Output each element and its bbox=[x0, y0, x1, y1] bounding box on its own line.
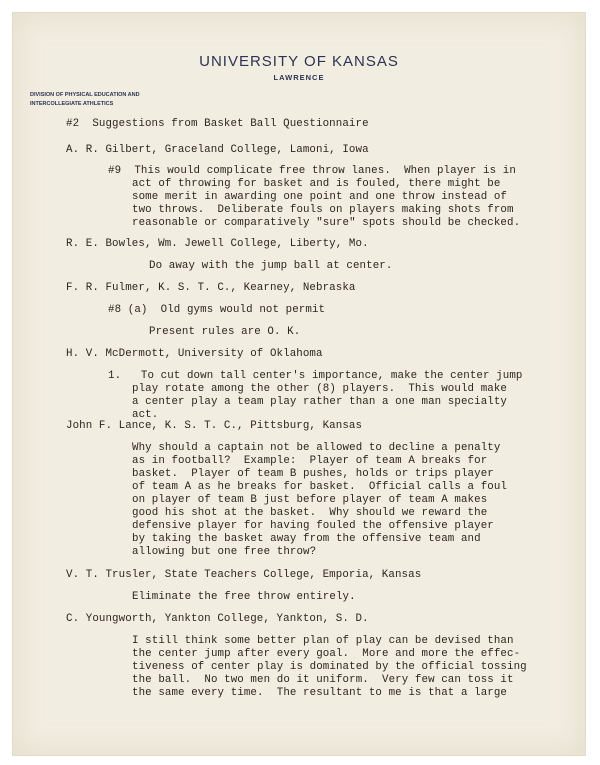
suggestion-line: act of throwing for basket and is fouled, there might be bbox=[132, 178, 501, 190]
respondent-name: F. R. Fulmer, K. S. T. C., Kearney, Nebraska bbox=[66, 282, 356, 294]
suggestion-line: #8 (a) Old gyms would not permit bbox=[108, 304, 326, 316]
letterhead-department bbox=[30, 91, 230, 109]
suggestion-line: two throws. Deliberate fouls on players making shots from bbox=[132, 204, 514, 216]
suggestion-line: on player of team B just before player of team A makes bbox=[132, 494, 488, 506]
document-page bbox=[12, 12, 586, 756]
suggestion-line: Present rules are O. K. bbox=[149, 326, 301, 338]
respondent-name: John F. Lance, K. S. T. C., Pittsburg, Kansas bbox=[66, 420, 363, 432]
respondent-name: A. R. Gilbert, Graceland College, Lamoni, Iowa bbox=[66, 144, 369, 156]
suggestion-line: reasonable or comparatively "sure" spots should be checked. bbox=[132, 217, 521, 229]
suggestion-line: good his shot at the basket. Why should we reward the bbox=[132, 507, 488, 519]
section-heading: #2 Suggestions from Basket Ball Questionnaire bbox=[66, 118, 369, 130]
suggestion-line: Do away with the jump ball at center. bbox=[149, 260, 393, 272]
department-line: DIVISION OF PHYSICAL EDUCATION AND bbox=[30, 92, 140, 98]
suggestion-line: basket. Player of team B pushes, holds or trips player bbox=[132, 468, 494, 480]
suggestion-line: play rotate among the other (8) players. This would make bbox=[132, 383, 508, 395]
suggestion-line: Why should a captain not be allowed to decline a penalty bbox=[132, 442, 501, 454]
suggestion-line: #9 This would complicate free throw lanes. When player is in bbox=[108, 165, 516, 177]
suggestion-line: the ball. No two men do it uniform. Very few can toss it bbox=[132, 674, 514, 686]
suggestion-line: I still think some better plan of play can be devised than bbox=[132, 635, 514, 647]
respondent-name: C. Youngworth, Yankton College, Yankton, S. D. bbox=[66, 613, 369, 625]
suggestion-line: of team A as he breaks for basket. Official calls a foul bbox=[132, 481, 508, 493]
suggestion-line: act. bbox=[132, 409, 159, 421]
suggestion-line: the same every time. The resultant to me is that a large bbox=[132, 687, 508, 699]
suggestion-line: allowing but one free throw? bbox=[132, 546, 317, 558]
respondent-name: H. V. McDermott, University of Oklahoma bbox=[66, 348, 323, 360]
letterhead-title: UNIVERSITY OF KANSAS bbox=[199, 53, 399, 70]
respondent-name: R. E. Bowles, Wm. Jewell College, Liberty, Mo. bbox=[66, 238, 369, 250]
respondent-name: V. T. Trusler, State Teachers College, Emporia, Kansas bbox=[66, 569, 422, 581]
suggestion-line: a center play a team play rather than a one man specialty bbox=[132, 396, 508, 408]
suggestion-line: 1. To cut down tall center's importance, make the center jump bbox=[108, 370, 523, 382]
suggestion-line: by taking the basket away from the offensive team and bbox=[132, 533, 481, 545]
suggestion-line: tiveness of center play is dominated by the official tossing bbox=[132, 661, 527, 673]
suggestion-line: as in football? Example: Player of team A breaks for bbox=[132, 455, 488, 467]
suggestion-line: defensive player for having fouled the offensive player bbox=[132, 520, 494, 532]
suggestion-line: Eliminate the free throw entirely. bbox=[132, 591, 356, 603]
suggestion-line: some merit in awarding one point and one throw instead of bbox=[132, 191, 508, 203]
suggestion-line: the center jump after every goal. More and more the effec- bbox=[132, 648, 521, 660]
department-line: INTERCOLLEGIATE ATHLETICS bbox=[30, 101, 114, 107]
letterhead-location: LAWRENCE bbox=[273, 73, 325, 82]
